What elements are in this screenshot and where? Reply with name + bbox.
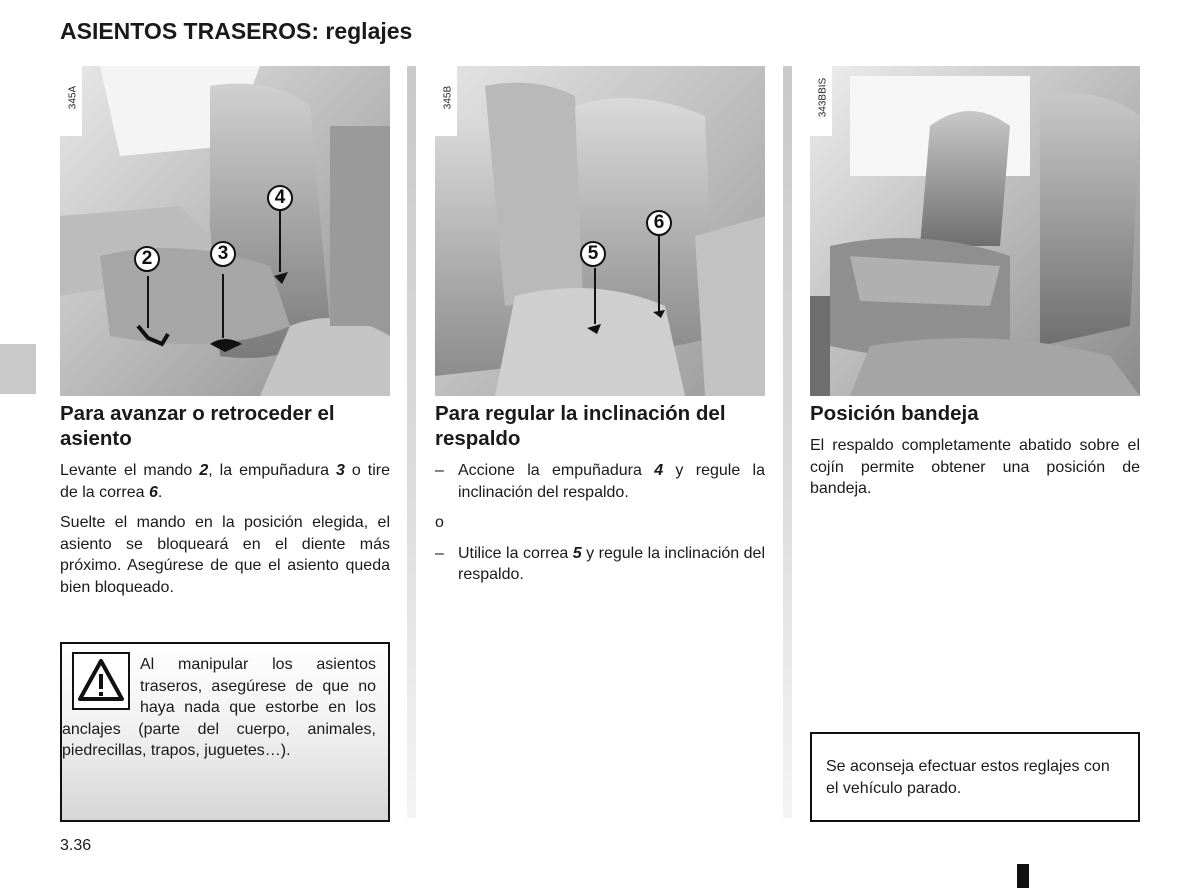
warning-text: Al manipular los asientos traseros, asegúrese de que no haya nada que estorbe en los anclajes (parte del cuerpo, animales, piedrecillas, trapos, juguetes…).	[62, 656, 376, 759]
paragraph-lever: Levante el mando 2, la empuñadura 3 o tire de la correa 6.	[60, 462, 390, 501]
section-side-tab	[0, 344, 36, 394]
column-divider	[407, 66, 416, 818]
column-divider	[783, 66, 792, 818]
warning-triangle-icon	[72, 652, 130, 710]
column-1-text	[60, 460, 390, 607]
callout-3: 3	[210, 241, 236, 267]
callout-5: 5	[580, 241, 606, 267]
paragraph-table: El respaldo completamente abatido sobre el cojín permite obtener una posición de bandeja.	[810, 437, 1140, 497]
heading-text: Para regular la inclinación del respaldo	[435, 402, 726, 450]
page-number: 3.36	[60, 837, 92, 854]
image-code-strip	[435, 66, 457, 136]
bullet-handle: – Accione la empuñadura 4 y regule la inclinación del respaldo.	[435, 462, 765, 501]
heading-forward-back	[60, 401, 392, 451]
heading-text: Para avanzar o retroceder el asiento	[60, 402, 335, 450]
advice-box	[810, 732, 1140, 822]
image-code-strip	[60, 66, 82, 136]
separator-or: o	[435, 514, 444, 531]
photo-345b	[435, 66, 765, 396]
column-2-text	[435, 460, 765, 595]
page-title: ASIENTOS TRASEROS: reglajes	[60, 18, 413, 44]
advice-text: Se aconseja efectuar estos reglajes con el vehículo parado.	[826, 758, 1110, 797]
photo-343bbis	[810, 66, 1140, 396]
column-3-text	[810, 435, 1140, 509]
warning-box	[60, 642, 390, 822]
photo-345a	[60, 66, 390, 396]
heading-recline	[435, 401, 767, 451]
paragraph-release: Suelte el mando en la posición elegida, el asiento se bloqueará en el diente más próximo. Asegúrese de que el asiento queda bien bloqueado.	[60, 514, 390, 596]
heading-text: Posición bandeja	[810, 402, 979, 425]
callout-6: 6	[646, 210, 672, 236]
image-code: 345A	[67, 85, 79, 110]
callout-4: 4	[267, 185, 293, 211]
heading-table-position	[810, 401, 1142, 426]
image-code: 343BBIS	[817, 77, 829, 118]
callout-2: 2	[134, 246, 160, 272]
image-code-strip	[810, 66, 832, 136]
page-edge-mark	[1017, 864, 1029, 888]
bullet-strap: – Utilice la correa 5 y regule la inclinación del respaldo.	[435, 544, 766, 583]
image-code: 345B	[442, 85, 454, 110]
